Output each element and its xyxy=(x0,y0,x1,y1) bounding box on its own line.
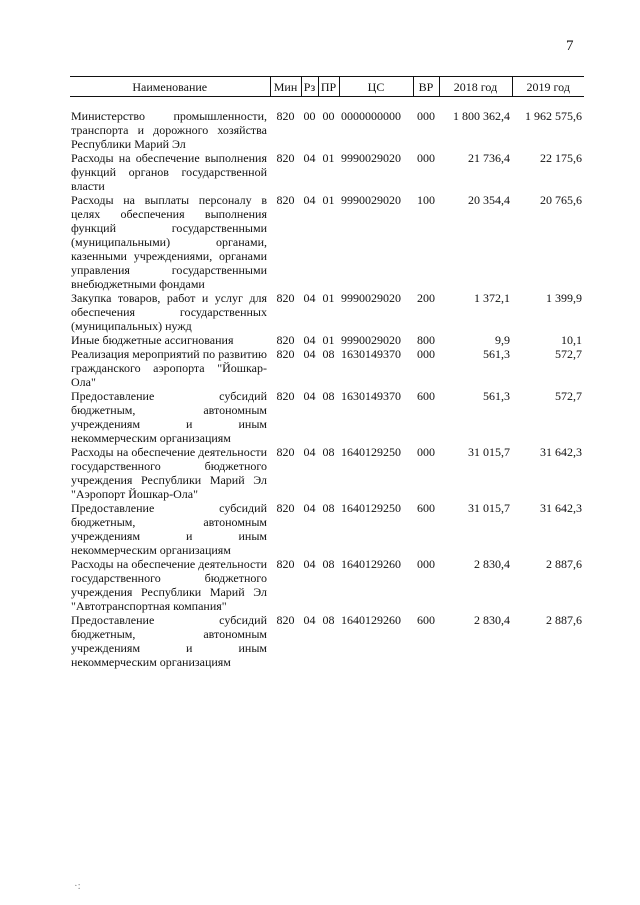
row-name: Расходы на выплаты персоналу в целях обеспечения выполнения функций государственными (муниципальными) органами, казенными учреждениями, органами управления государственными внебюджетными фондами xyxy=(71,193,267,291)
row-rz: 04 xyxy=(303,445,316,459)
header-2019: 2019 год xyxy=(512,77,584,97)
row-rz: 04 xyxy=(303,291,316,305)
row-pr: 01 xyxy=(322,333,335,347)
row-cs: 1630149370 xyxy=(341,347,401,361)
row-cs: 1640129260 xyxy=(341,613,401,627)
table-row xyxy=(70,347,584,389)
row-pr: 01 xyxy=(322,151,335,165)
row-2019: 1 399,9 xyxy=(546,291,582,305)
header-name: Наименование xyxy=(70,77,270,97)
row-min: 820 xyxy=(276,389,295,403)
row-vr: 200 xyxy=(417,291,435,305)
row-rz: 04 xyxy=(303,557,316,571)
row-2018: 31 015,7 xyxy=(468,445,510,459)
budget-table xyxy=(70,76,584,669)
table-row xyxy=(70,389,584,445)
row-rz: 04 xyxy=(303,389,316,403)
row-min: 820 xyxy=(276,291,295,305)
row-2019: 31 642,3 xyxy=(540,501,582,515)
row-rz: 04 xyxy=(303,333,316,347)
row-pr: 08 xyxy=(322,389,335,403)
row-cs: 9990029020 xyxy=(341,333,401,347)
table-row xyxy=(70,445,584,501)
row-cs: 9990029020 xyxy=(341,193,401,207)
row-rz: 04 xyxy=(303,193,316,207)
row-cs: 1630149370 xyxy=(341,389,401,403)
row-cs: 1640129250 xyxy=(341,501,401,515)
row-min: 820 xyxy=(276,347,295,361)
table-row xyxy=(70,613,584,669)
row-name: Предоставление субсидий бюджетным, автономным учреждениям и иным некоммерческим организациям xyxy=(71,613,267,669)
row-2018: 1 372,1 xyxy=(474,291,510,305)
row-pr: 08 xyxy=(322,557,335,571)
row-min: 820 xyxy=(276,193,295,207)
row-cs: 9990029020 xyxy=(341,151,401,165)
row-name: Расходы на обеспечение выполнения функций органов государственной власти xyxy=(71,151,267,193)
page-number: 7 xyxy=(566,38,574,54)
row-2019: 31 642,3 xyxy=(540,445,582,459)
row-pr: 08 xyxy=(322,613,335,627)
row-2018: 31 015,7 xyxy=(468,501,510,515)
row-rz: 04 xyxy=(303,151,316,165)
row-name: Министерство промышленности, транспорта и дорожного хозяйства Республики Марий Эл xyxy=(71,109,267,151)
row-min: 820 xyxy=(276,557,295,571)
row-rz: 04 xyxy=(303,347,316,361)
row-2019: 572,7 xyxy=(555,347,582,361)
header-rz: Рз xyxy=(301,77,318,97)
row-rz: 00 xyxy=(303,109,316,123)
row-2018: 561,3 xyxy=(483,347,510,361)
row-2019: 20 765,6 xyxy=(540,193,582,207)
row-name: Расходы на обеспечение деятельности государственного бюджетного учреждения Республики Марий Эл "Аэропорт Йошкар-Ола" xyxy=(71,445,267,501)
row-min: 820 xyxy=(276,151,295,165)
header-cs: ЦС xyxy=(339,77,413,97)
table-row xyxy=(70,151,584,193)
table-body xyxy=(70,97,584,670)
row-vr: 000 xyxy=(417,151,435,165)
row-cs: 0000000000 xyxy=(341,109,401,123)
row-2019: 22 175,6 xyxy=(540,151,582,165)
row-name: Закупка товаров, работ и услуг для обеспечения государственных (муниципальных) нужд xyxy=(71,291,267,333)
row-2018: 20 354,4 xyxy=(468,193,510,207)
row-min: 820 xyxy=(276,333,295,347)
row-vr: 600 xyxy=(417,613,435,627)
row-2019: 10,1 xyxy=(561,333,582,347)
row-name: Предоставление субсидий бюджетным, автономным учреждениям и иным некоммерческим организациям xyxy=(71,389,267,445)
row-min: 820 xyxy=(276,501,295,515)
row-vr: 100 xyxy=(417,193,435,207)
row-2018: 9,9 xyxy=(495,333,510,347)
row-2018: 2 830,4 xyxy=(474,613,510,627)
row-rz: 04 xyxy=(303,613,316,627)
row-vr: 600 xyxy=(417,389,435,403)
row-min: 820 xyxy=(276,109,295,123)
row-name: Предоставление субсидий бюджетным, автономным учреждениям и иным некоммерческим организациям xyxy=(71,501,267,557)
table-row xyxy=(70,333,584,347)
header-min: Мин xyxy=(270,77,301,97)
row-vr: 000 xyxy=(417,347,435,361)
row-vr: 800 xyxy=(417,333,435,347)
row-2018: 21 736,4 xyxy=(468,151,510,165)
row-pr: 01 xyxy=(322,193,335,207)
row-2018: 561,3 xyxy=(483,389,510,403)
row-cs: 1640129260 xyxy=(341,557,401,571)
row-name: Расходы на обеспечение деятельности государственного бюджетного учреждения Республики Марий Эл "Автотранспортная компания" xyxy=(71,557,267,613)
row-cs: 1640129250 xyxy=(341,445,401,459)
table-row xyxy=(70,291,584,333)
row-min: 820 xyxy=(276,445,295,459)
row-rz: 04 xyxy=(303,501,316,515)
row-2018: 2 830,4 xyxy=(474,557,510,571)
header-vr: ВР xyxy=(413,77,439,97)
row-pr: 08 xyxy=(322,347,335,361)
row-name: Иные бюджетные ассигнования xyxy=(71,333,234,347)
row-2019: 2 887,6 xyxy=(546,613,582,627)
row-vr: 000 xyxy=(417,557,435,571)
row-2019: 1 962 575,6 xyxy=(525,109,582,123)
row-vr: 600 xyxy=(417,501,435,515)
row-2019: 2 887,6 xyxy=(546,557,582,571)
header-pr: ПР xyxy=(318,77,339,97)
table-row xyxy=(70,193,584,291)
header-2018: 2018 год xyxy=(439,77,512,97)
row-pr: 00 xyxy=(322,109,335,123)
budget-table-container xyxy=(70,76,584,669)
table-header xyxy=(70,77,584,97)
table-row xyxy=(70,557,584,613)
row-pr: 08 xyxy=(322,501,335,515)
table-row xyxy=(70,97,584,152)
row-2019: 572,7 xyxy=(555,389,582,403)
row-vr: 000 xyxy=(417,109,435,123)
row-vr: 000 xyxy=(417,445,435,459)
row-2018: 1 800 362,4 xyxy=(453,109,510,123)
table-row xyxy=(70,501,584,557)
row-min: 820 xyxy=(276,613,295,627)
scan-artifact: ·: xyxy=(74,880,81,892)
row-pr: 01 xyxy=(322,291,335,305)
row-pr: 08 xyxy=(322,445,335,459)
row-cs: 9990029020 xyxy=(341,291,401,305)
row-name: Реализация мероприятий по развитию гражданского аэропорта "Йошкар-Ола" xyxy=(71,347,267,389)
